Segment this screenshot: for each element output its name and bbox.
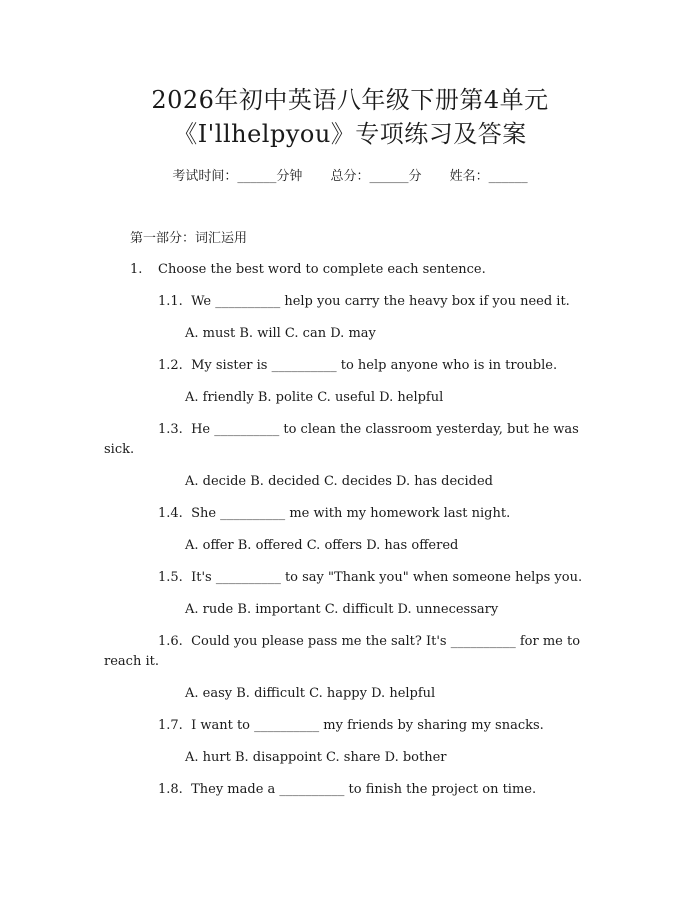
name-label: 姓名：______: [449, 169, 528, 184]
item-text: My sister is __________ to help anyone who is in trouble.: [191, 358, 558, 373]
item-text: I want to __________ my friends by sharing my snacks.: [191, 718, 544, 733]
item-text: We __________ help you carry the heavy box if you need it.: [191, 294, 570, 309]
document-title-line-1: 2026年初中英语八年级下册第4单元: [151, 86, 549, 114]
item-1-7: [158, 716, 544, 736]
item-text: They made a __________ to finish the project on time.: [191, 782, 537, 797]
exam-time-label: 考试时间：______分钟: [172, 169, 303, 184]
item-number: 1.6.: [158, 634, 183, 649]
exam-meta: [0, 167, 700, 187]
item-text: It's __________ to say "Thank you" when someone helps you.: [191, 570, 583, 585]
item-1-5-options: A. rude B. important C. difficult D. unnecessary: [185, 602, 499, 617]
item-number: 1.8.: [158, 782, 183, 797]
document-title-line-2: 《I'llhelpyou》专项练习及答案: [173, 120, 527, 148]
item-1-5: [158, 568, 582, 588]
total-score-label: 总分：______分: [330, 169, 422, 184]
item-1-6-options: A. easy B. difficult C. happy D. helpful: [185, 686, 436, 701]
item-number: 1.3.: [158, 422, 183, 437]
question-number: 1.: [130, 262, 143, 277]
item-number: 1.7.: [158, 718, 183, 733]
item-1-1-options: A. must B. will C. can D. may: [185, 326, 376, 341]
item-number: 1.2.: [158, 358, 183, 373]
item-1-2-options: A. friendly B. polite C. useful D. helpful: [185, 390, 444, 405]
item-1-3: [104, 420, 594, 460]
section-title: 第一部分：词汇运用: [130, 231, 248, 246]
item-number: 1.5.: [158, 570, 183, 585]
item-1-8: [158, 780, 536, 800]
item-1-6: [104, 632, 594, 672]
question-instruction-text: Choose the best word to complete each sentence.: [158, 262, 486, 277]
item-text: She __________ me with my homework last night.: [191, 506, 511, 521]
item-1-4-options: A. offer B. offered C. offers D. has offered: [185, 538, 459, 553]
item-1-2: [158, 356, 557, 376]
item-number: 1.1.: [158, 294, 183, 309]
item-1-1: [158, 292, 570, 312]
item-text: Could you please pass me the salt? It's __________ for me to reach it.: [104, 634, 581, 669]
question-instruction: [130, 260, 486, 280]
item-1-7-options: A. hurt B. disappoint C. share D. bother: [185, 750, 447, 765]
item-1-4: [158, 504, 510, 524]
item-text: He __________ to clean the classroom yesterday, but he was sick.: [104, 422, 579, 457]
item-number: 1.4.: [158, 506, 183, 521]
item-1-3-options: A. decide B. decided C. decides D. has decided: [185, 474, 493, 489]
